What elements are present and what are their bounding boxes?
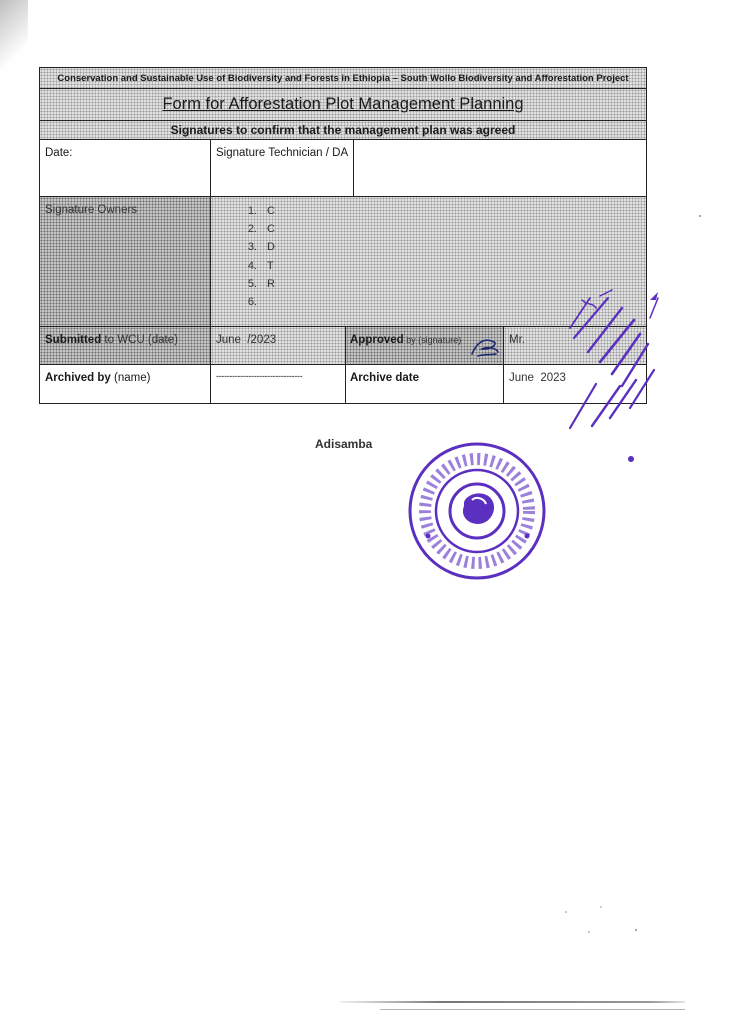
form-title: Form for Afforestation Plot Management Planning	[162, 95, 524, 113]
approved-label: Approved by (signature)	[350, 334, 462, 346]
scan-edge-line-secondary	[380, 1009, 685, 1010]
submitted-date-cell	[211, 327, 346, 364]
form-title-row	[40, 89, 646, 121]
list-item: 6.	[247, 296, 257, 309]
submitted-label: Submitted to WCU (date)	[45, 334, 178, 346]
archived-label-cell	[40, 365, 211, 403]
archive-date-label-cell	[346, 365, 504, 403]
list-item: 3. D	[247, 241, 275, 254]
list-item: 5. R	[247, 277, 275, 290]
signatures-heading-row	[40, 121, 646, 140]
place-name: Adisamba	[315, 437, 373, 451]
project-title-row	[40, 68, 646, 89]
official-seal-stamp	[406, 440, 548, 582]
list-item: 1. C	[247, 205, 275, 217]
signatures-heading: Signatures to confirm that the management plan was agreed	[170, 123, 516, 137]
archive-date-label: Archive date	[350, 372, 420, 384]
submitted-label-cell	[40, 327, 211, 364]
owners-label: Signature Owners	[45, 204, 138, 216]
date-cell	[40, 140, 211, 196]
approval-signature	[468, 330, 502, 362]
owners-list	[237, 202, 275, 311]
approved-value: Mr.	[509, 334, 525, 346]
date-label: Date:	[45, 147, 73, 159]
submitted-date-value: June /2023	[216, 334, 277, 346]
owners-label-cell	[40, 197, 211, 326]
archive-date-value: June 2023	[509, 372, 566, 384]
list-item: 2. C	[247, 223, 275, 236]
technician-cell	[211, 140, 354, 196]
list-item: 4. T	[247, 259, 274, 272]
technician-signature-field[interactable]	[354, 140, 646, 196]
archived-name-value: --------------------------------	[216, 371, 303, 381]
stamp-handwriting	[530, 288, 665, 433]
scan-corner-shadow	[0, 0, 28, 70]
date-row	[40, 140, 646, 197]
technician-label: Signature Technician / DA	[216, 147, 349, 159]
scan-edge-line	[340, 1001, 685, 1003]
archived-name-cell	[211, 365, 346, 403]
archived-label: Archived by (name)	[45, 372, 151, 384]
project-title: Conservation and Sustainable Use of Biodiversity and Forests in Ethiopia – South Wollo Biodiversity and Afforestation Project	[57, 73, 629, 84]
